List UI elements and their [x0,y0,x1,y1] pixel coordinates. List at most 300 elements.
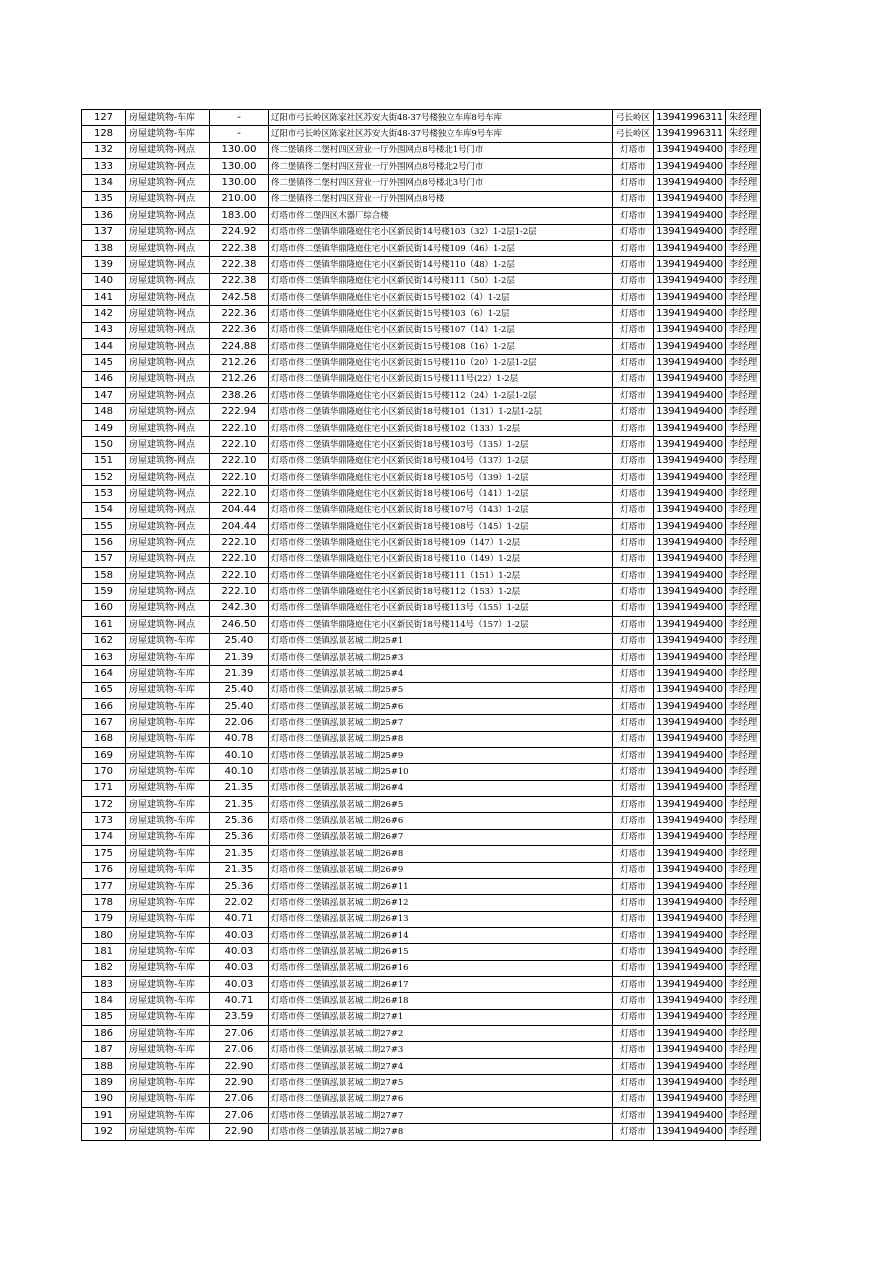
cell-phone: 13941949400 [654,175,726,191]
cell-area: 25.36 [210,829,269,845]
cell-phone: 13941949400 [654,518,726,534]
cell-area: 27.06 [210,1107,269,1123]
cell-contact: 李经理 [726,502,761,518]
cell-address: 灯塔市佟二堡镇泓景茗城二期26#6 [269,813,613,829]
cell-asset-type: 房屋建筑物-车库 [126,698,210,714]
cell-asset-type: 房屋建筑物-车库 [126,1107,210,1123]
cell-asset-type: 房屋建筑物-车库 [126,1009,210,1025]
cell-index: 142 [82,306,126,322]
cell-area: 222.10 [210,453,269,469]
cell-area: 21.39 [210,666,269,682]
cell-asset-type: 房屋建筑物-车库 [126,764,210,780]
cell-index: 186 [82,1026,126,1042]
cell-district: 灯塔市 [613,715,654,731]
cell-phone: 13941949400 [654,715,726,731]
cell-district: 灯塔市 [613,862,654,878]
cell-area: 25.40 [210,682,269,698]
cell-asset-type: 房屋建筑物-网点 [126,142,210,158]
table-row [82,1009,761,1025]
cell-asset-type: 房屋建筑物-车库 [126,1058,210,1074]
cell-index: 188 [82,1058,126,1074]
cell-phone: 13941949400 [654,469,726,485]
cell-address: 灯塔市佟二堡镇华鼎隆庭住宅小区新民街15号楼112（24）1-2层1-2层 [269,388,613,404]
cell-index: 162 [82,633,126,649]
cell-asset-type: 房屋建筑物-网点 [126,518,210,534]
cell-district: 灯塔市 [613,322,654,338]
cell-area: 22.90 [210,1058,269,1074]
cell-address: 灯塔市佟二堡镇华鼎隆庭住宅小区新民街15号楼111号(22）1-2层 [269,371,613,387]
cell-contact: 李经理 [726,960,761,976]
cell-contact: 李经理 [726,191,761,207]
cell-phone: 13941949400 [654,731,726,747]
cell-address: 灯塔市佟二堡镇华鼎隆庭住宅小区新民街15号楼108（16）1-2层 [269,339,613,355]
cell-index: 141 [82,289,126,305]
cell-phone: 13941949400 [654,600,726,616]
cell-contact: 李经理 [726,355,761,371]
cell-contact: 李经理 [726,469,761,485]
cell-district: 灯塔市 [613,911,654,927]
cell-area: 204.44 [210,518,269,534]
cell-district: 灯塔市 [613,175,654,191]
cell-district: 灯塔市 [613,698,654,714]
cell-area: 25.36 [210,878,269,894]
table-row [82,404,761,420]
cell-phone: 13941949400 [654,813,726,829]
cell-index: 172 [82,797,126,813]
table-row [82,1075,761,1091]
table-row [82,191,761,207]
cell-phone: 13941996311 [654,110,726,126]
cell-area: 204.44 [210,502,269,518]
cell-district: 灯塔市 [613,666,654,682]
cell-area: 22.06 [210,715,269,731]
cell-address: 灯塔市佟二堡镇泓景茗城二期25#6 [269,698,613,714]
cell-address: 佟二堡镇佟二堡村四区营业一厅外围网点8号楼 [269,191,613,207]
cell-contact: 李经理 [726,551,761,567]
cell-area: 23.59 [210,1009,269,1025]
cell-asset-type: 房屋建筑物-网点 [126,568,210,584]
table-row [82,878,761,894]
cell-address: 灯塔市佟二堡镇华鼎隆庭住宅小区新民街14号楼111（50）1-2层 [269,273,613,289]
cell-index: 171 [82,780,126,796]
cell-area: 40.03 [210,977,269,993]
cell-index: 165 [82,682,126,698]
cell-index: 146 [82,371,126,387]
cell-phone: 13941949400 [654,764,726,780]
cell-asset-type: 房屋建筑物-网点 [126,486,210,502]
cell-contact: 李经理 [726,306,761,322]
cell-phone: 13941949400 [654,535,726,551]
cell-phone: 13941949400 [654,993,726,1009]
cell-district: 灯塔市 [613,878,654,894]
cell-area: 21.35 [210,797,269,813]
table-row [82,649,761,665]
cell-phone: 13941949400 [654,584,726,600]
cell-asset-type: 房屋建筑物-车库 [126,748,210,764]
cell-district: 灯塔市 [613,748,654,764]
table-row [82,1058,761,1074]
cell-index: 183 [82,977,126,993]
cell-phone: 13941949400 [654,649,726,665]
cell-asset-type: 房屋建筑物-网点 [126,224,210,240]
cell-contact: 李经理 [726,715,761,731]
cell-contact: 李经理 [726,1042,761,1058]
cell-district: 灯塔市 [613,960,654,976]
cell-district: 灯塔市 [613,944,654,960]
cell-index: 161 [82,617,126,633]
cell-area: - [210,110,269,126]
cell-address: 灯塔市佟二堡镇华鼎隆庭住宅小区新民街18号楼102（133）1-2层 [269,420,613,436]
cell-address: 灯塔市佟二堡镇泓景茗城二期26#18 [269,993,613,1009]
cell-area: 212.26 [210,371,269,387]
cell-asset-type: 房屋建筑物-车库 [126,895,210,911]
table-row [82,600,761,616]
cell-index: 138 [82,240,126,256]
cell-index: 154 [82,502,126,518]
cell-asset-type: 房屋建筑物-网点 [126,453,210,469]
cell-index: 155 [82,518,126,534]
cell-index: 153 [82,486,126,502]
cell-asset-type: 房屋建筑物-网点 [126,159,210,175]
cell-address: 灯塔市佟二堡镇华鼎隆庭住宅小区新民街18号楼110（149）1-2层 [269,551,613,567]
cell-index: 187 [82,1042,126,1058]
cell-phone: 13941949400 [654,355,726,371]
table-row [82,355,761,371]
cell-district: 灯塔市 [613,486,654,502]
cell-contact: 李经理 [726,1124,761,1140]
cell-area: 246.50 [210,617,269,633]
table-row [82,551,761,567]
cell-district: 灯塔市 [613,339,654,355]
table-row [82,895,761,911]
cell-asset-type: 房屋建筑物-网点 [126,289,210,305]
cell-index: 179 [82,911,126,927]
cell-area: 40.10 [210,764,269,780]
cell-address: 灯塔市佟二堡镇泓景茗城二期26#13 [269,911,613,927]
cell-phone: 13941949400 [654,486,726,502]
table-row [82,110,761,126]
cell-index: 150 [82,437,126,453]
table-row [82,1124,761,1140]
cell-area: 183.00 [210,208,269,224]
cell-asset-type: 房屋建筑物-网点 [126,502,210,518]
cell-district: 灯塔市 [613,1026,654,1042]
cell-address: 灯塔市佟二堡镇泓景茗城二期26#12 [269,895,613,911]
cell-address: 灯塔市佟二堡镇华鼎隆庭住宅小区新民街18号楼106号（141）1-2层 [269,486,613,502]
cell-district: 灯塔市 [613,568,654,584]
cell-contact: 李经理 [726,846,761,862]
cell-district: 灯塔市 [613,813,654,829]
cell-address: 灯塔市佟二堡镇泓景茗城二期25#3 [269,649,613,665]
cell-district: 灯塔市 [613,797,654,813]
cell-area: 222.38 [210,240,269,256]
cell-phone: 13941949400 [654,780,726,796]
cell-index: 136 [82,208,126,224]
cell-contact: 朱经理 [726,126,761,142]
cell-contact: 李经理 [726,224,761,240]
cell-asset-type: 房屋建筑物-网点 [126,404,210,420]
cell-address: 灯塔市佟二堡镇泓景茗城二期26#7 [269,829,613,845]
cell-district: 灯塔市 [613,649,654,665]
cell-area: 40.03 [210,927,269,943]
cell-district: 灯塔市 [613,469,654,485]
cell-index: 137 [82,224,126,240]
cell-contact: 李经理 [726,289,761,305]
table-row [82,698,761,714]
table-row [82,518,761,534]
cell-index: 169 [82,748,126,764]
cell-address: 灯塔市佟二堡镇华鼎隆庭住宅小区新民街18号楼111（151）1-2层 [269,568,613,584]
cell-address: 灯塔市佟二堡镇泓景茗城二期25#7 [269,715,613,731]
cell-phone: 13941949400 [654,159,726,175]
cell-contact: 李经理 [726,813,761,829]
table-row [82,846,761,862]
cell-asset-type: 房屋建筑物-网点 [126,339,210,355]
table-row [82,731,761,747]
cell-phone: 13941949400 [654,748,726,764]
cell-district: 灯塔市 [613,1042,654,1058]
cell-area: 222.36 [210,306,269,322]
cell-address: 灯塔市佟二堡镇泓景茗城二期26#14 [269,927,613,943]
cell-contact: 李经理 [726,682,761,698]
cell-asset-type: 房屋建筑物-网点 [126,208,210,224]
cell-address: 灯塔市佟二堡镇华鼎隆庭住宅小区新民街15号楼107（14）1-2层 [269,322,613,338]
cell-asset-type: 房屋建筑物-车库 [126,862,210,878]
cell-address: 灯塔市佟二堡镇华鼎隆庭住宅小区新民街15号楼110（20）1-2层1-2层 [269,355,613,371]
cell-district: 灯塔市 [613,518,654,534]
cell-index: 132 [82,142,126,158]
table-row [82,289,761,305]
cell-address: 灯塔市佟二堡镇华鼎隆庭住宅小区新民街18号楼109（147）1-2层 [269,535,613,551]
cell-contact: 李经理 [726,748,761,764]
cell-index: 178 [82,895,126,911]
cell-asset-type: 房屋建筑物-车库 [126,813,210,829]
cell-phone: 13941949400 [654,1026,726,1042]
cell-contact: 李经理 [726,1107,761,1123]
cell-phone: 13941949400 [654,878,726,894]
cell-area: 40.03 [210,960,269,976]
table-row [82,306,761,322]
cell-district: 灯塔市 [613,682,654,698]
cell-area: 130.00 [210,175,269,191]
cell-asset-type: 房屋建筑物-网点 [126,273,210,289]
cell-contact: 李经理 [726,911,761,927]
cell-index: 175 [82,846,126,862]
table-row [82,437,761,453]
cell-phone: 13941949400 [654,502,726,518]
cell-address: 灯塔市佟二堡镇泓景茗城二期26#11 [269,878,613,894]
cell-address: 辽阳市弓长岭区陈家社区苏安大街48-37号楼独立车库9号车库 [269,126,613,142]
cell-area: 25.40 [210,633,269,649]
cell-address: 灯塔市佟二堡镇泓景茗城二期25#5 [269,682,613,698]
table-row [82,617,761,633]
cell-address: 灯塔市佟二堡镇华鼎隆庭住宅小区新民街14号楼109（46）1-2层 [269,240,613,256]
table-row [82,126,761,142]
cell-contact: 李经理 [726,780,761,796]
cell-contact: 李经理 [726,159,761,175]
cell-asset-type: 房屋建筑物-车库 [126,682,210,698]
cell-area: 222.10 [210,420,269,436]
cell-index: 174 [82,829,126,845]
table-row [82,960,761,976]
cell-index: 177 [82,878,126,894]
cell-district: 灯塔市 [613,453,654,469]
cell-phone: 13941949400 [654,224,726,240]
cell-asset-type: 房屋建筑物-车库 [126,1091,210,1107]
cell-district: 灯塔市 [613,208,654,224]
cell-address: 佟二堡镇佟二堡村四区营业一厅外围网点8号楼北2号门市 [269,159,613,175]
cell-phone: 13941949400 [654,240,726,256]
cell-district: 灯塔市 [613,142,654,158]
cell-phone: 13941949400 [654,191,726,207]
cell-phone: 13941949400 [654,388,726,404]
cell-address: 灯塔市佟二堡镇华鼎隆庭住宅小区新民街18号楼112（153）1-2层 [269,584,613,600]
cell-address: 灯塔市佟二堡镇泓景茗城二期27#7 [269,1107,613,1123]
cell-index: 167 [82,715,126,731]
cell-phone: 13941949400 [654,1075,726,1091]
cell-phone: 13941949400 [654,846,726,862]
cell-contact: 李经理 [726,977,761,993]
table-row [82,780,761,796]
cell-asset-type: 房屋建筑物-网点 [126,257,210,273]
cell-asset-type: 房屋建筑物-车库 [126,960,210,976]
cell-address: 灯塔市佟二堡镇泓景茗城二期25#4 [269,666,613,682]
cell-district: 灯塔市 [613,289,654,305]
cell-index: 184 [82,993,126,1009]
table-row [82,666,761,682]
cell-asset-type: 房屋建筑物-网点 [126,551,210,567]
cell-index: 160 [82,600,126,616]
cell-asset-type: 房屋建筑物-车库 [126,780,210,796]
cell-address: 灯塔市佟二堡四区木器厂综合楼 [269,208,613,224]
cell-asset-type: 房屋建筑物-网点 [126,388,210,404]
cell-index: 147 [82,388,126,404]
cell-area: 21.39 [210,649,269,665]
cell-phone: 13941949400 [654,257,726,273]
cell-address: 灯塔市佟二堡镇华鼎隆庭住宅小区新民街14号楼103（32）1-2层1-2层 [269,224,613,240]
cell-address: 灯塔市佟二堡镇泓景茗城二期25#10 [269,764,613,780]
cell-asset-type: 房屋建筑物-车库 [126,633,210,649]
cell-address: 灯塔市佟二堡镇华鼎隆庭住宅小区新民街18号楼108号（145）1-2层 [269,518,613,534]
cell-district: 灯塔市 [613,780,654,796]
cell-district: 灯塔市 [613,306,654,322]
cell-index: 128 [82,126,126,142]
cell-asset-type: 房屋建筑物-车库 [126,1042,210,1058]
table-row [82,993,761,1009]
cell-index: 166 [82,698,126,714]
cell-contact: 李经理 [726,535,761,551]
cell-asset-type: 房屋建筑物-网点 [126,535,210,551]
cell-phone: 13941949400 [654,420,726,436]
cell-index: 127 [82,110,126,126]
cell-contact: 李经理 [726,764,761,780]
table-row [82,175,761,191]
cell-district: 灯塔市 [613,388,654,404]
cell-index: 168 [82,731,126,747]
cell-asset-type: 房屋建筑物-车库 [126,715,210,731]
cell-index: 135 [82,191,126,207]
cell-index: 173 [82,813,126,829]
cell-asset-type: 房屋建筑物-车库 [126,944,210,960]
table-row [82,1091,761,1107]
cell-index: 190 [82,1091,126,1107]
table-row [82,764,761,780]
cell-area: 22.90 [210,1124,269,1140]
cell-asset-type: 房屋建筑物-网点 [126,469,210,485]
cell-phone: 13941949400 [654,1124,726,1140]
cell-address: 佟二堡镇佟二堡村四区营业一厅外围网点8号楼北3号门市 [269,175,613,191]
cell-phone: 13941949400 [654,895,726,911]
cell-address: 辽阳市弓长岭区陈家社区苏安大街48-37号楼独立车库8号车库 [269,110,613,126]
cell-phone: 13941949400 [654,797,726,813]
cell-asset-type: 房屋建筑物-车库 [126,993,210,1009]
cell-asset-type: 房屋建筑物-车库 [126,829,210,845]
table-row [82,371,761,387]
cell-asset-type: 房屋建筑物-网点 [126,322,210,338]
cell-phone: 13941949400 [654,437,726,453]
cell-asset-type: 房屋建筑物-网点 [126,191,210,207]
cell-contact: 李经理 [726,175,761,191]
cell-index: 152 [82,469,126,485]
cell-index: 156 [82,535,126,551]
cell-address: 灯塔市佟二堡镇泓景茗城二期26#16 [269,960,613,976]
cell-district: 灯塔市 [613,420,654,436]
cell-district: 灯塔市 [613,977,654,993]
cell-index: 149 [82,420,126,436]
cell-asset-type: 房屋建筑物-网点 [126,617,210,633]
cell-index: 157 [82,551,126,567]
cell-phone: 13941949400 [654,306,726,322]
table-row [82,1042,761,1058]
cell-contact: 朱经理 [726,110,761,126]
cell-asset-type: 房屋建筑物-网点 [126,437,210,453]
cell-contact: 李经理 [726,1075,761,1091]
cell-district: 灯塔市 [613,1058,654,1074]
cell-address: 灯塔市佟二堡镇泓景茗城二期27#3 [269,1042,613,1058]
cell-address: 灯塔市佟二堡镇泓景茗城二期27#2 [269,1026,613,1042]
cell-index: 144 [82,339,126,355]
cell-address: 灯塔市佟二堡镇华鼎隆庭住宅小区新民街18号楼104号（137）1-2层 [269,453,613,469]
cell-address: 灯塔市佟二堡镇泓景茗城二期26#4 [269,780,613,796]
table-row [82,486,761,502]
table-row [82,748,761,764]
cell-area: 25.36 [210,813,269,829]
cell-index: 163 [82,649,126,665]
table-row [82,257,761,273]
cell-index: 143 [82,322,126,338]
cell-area: 238.26 [210,388,269,404]
cell-area: 27.06 [210,1091,269,1107]
cell-area: 224.92 [210,224,269,240]
cell-phone: 13941949400 [654,911,726,927]
cell-district: 灯塔市 [613,633,654,649]
cell-asset-type: 房屋建筑物-车库 [126,797,210,813]
table-row [82,682,761,698]
cell-contact: 李经理 [726,878,761,894]
cell-asset-type: 房屋建筑物-车库 [126,110,210,126]
cell-district: 灯塔市 [613,191,654,207]
cell-area: 224.88 [210,339,269,355]
cell-index: 182 [82,960,126,976]
cell-phone: 13941949400 [654,1009,726,1025]
cell-district: 灯塔市 [613,1009,654,1025]
cell-contact: 李经理 [726,273,761,289]
cell-contact: 李经理 [726,388,761,404]
table-row [82,240,761,256]
cell-asset-type: 房屋建筑物-车库 [126,1124,210,1140]
cell-index: 145 [82,355,126,371]
cell-phone: 13941996311 [654,126,726,142]
